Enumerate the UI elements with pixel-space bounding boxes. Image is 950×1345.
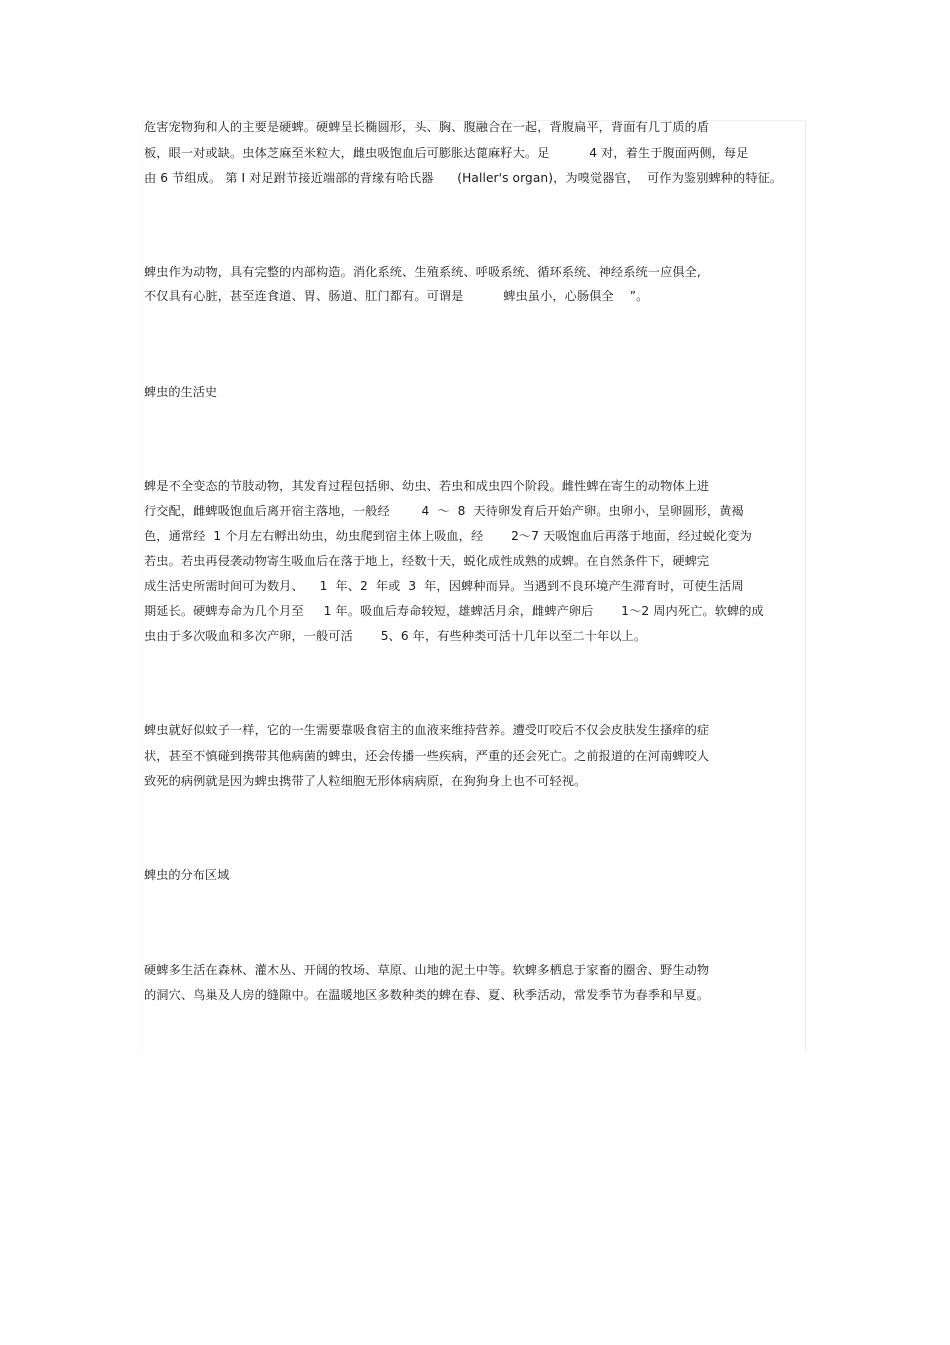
text-line: 期延长。硬蜱寿命为几个月至 1 年。吸血后寿命较短，雄蜱活月余，雌蜱产卵后 1～2 周内死亡。软蜱的成 [144, 604, 764, 618]
text-line: 色，通常经 1 个月左右孵出幼虫，幼虫爬到宿主体上吸血，经 2～7 天吸饱血后再落于地面，经过蜕化变为 [144, 529, 752, 543]
text-line: 的洞穴、鸟巢及人房的缝隙中。在温暖地区多数种类的蜱在春、夏、秋季活动，常发季节为春季和早夏。 [144, 988, 710, 1002]
text-line: 不仅具有心脏，甚至连食道、胃、肠道、肛门都有。可谓是 蜱虫虽小，心肠俱全 ”。 [144, 289, 649, 303]
text-line: 危害宠物狗和人的主要是硬蜱。硬蜱呈长椭圆形，头、胸、腹融合在一起，背腹扁平，背面有几丁质的盾 [144, 120, 710, 134]
text-line: 蜱虫作为动物，具有完整的内部构造。消化系统、生殖系统、呼吸系统、循环系统、神经系统一应俱全, [144, 265, 701, 279]
section-heading-distribution: 蜱虫的分布区域 [144, 868, 230, 882]
text-line: 虫由于多次吸血和多次产卵，一般可活 5、6 年，有些种类可活十几年以至二十年以上。 [144, 629, 647, 643]
text-line: 若虫。若虫再侵袭动物寄生吸血后在落于地上，经数十天，蜕化成性成熟的成蜱。在自然条件下，硬蜱完 [144, 554, 710, 568]
text-line: 状，甚至不慎碰到携带其他病菌的蜱虫，还会传播一些疾病，严重的还会死亡。之前报道的在河南蜱咬人 [144, 749, 710, 763]
text-line: 由 6 节组成。 第 I 对足跗节接近端部的背缘有哈氏器 (Haller's organ)，为嗅觉器官， 可作为鉴别蜱种的特征。 [144, 171, 783, 185]
text-line: 成生活史所需时间可为数月、 1 年、2 年或 3 年，因蜱种而异。当遇到不良环境产生滞育时，可使生活周 [144, 579, 744, 593]
text-line: 行交配，雌蜱吸饱血后离开宿主落地，一般经 4 ～ 8 天待卵发育后开始产卵。虫卵小，呈卵圆形，黄褐 [144, 504, 744, 518]
text-line: 致死的病例就是因为蜱虫携带了人粒细胞无形体病病原，在狗狗身上也不可轻视。 [144, 774, 587, 788]
text-line: 蜱虫就好似蚊子一样，它的一生需要靠吸食宿主的血液来维持营养。遭受叮咬后不仅会皮肤发生搔痒的症 [144, 723, 710, 737]
section-heading-life-history: 蜱虫的生活史 [144, 385, 218, 399]
text-line: 蜱是不全变态的节肢动物，其发育过程包括卵、幼虫、若虫和成虫四个阶段。雌性蜱在寄生的动物体上进 [144, 479, 710, 493]
text-line: 板，眼一对或缺。虫体芝麻至米粒大，雌虫吸饱血后可膨胀达蓖麻籽大。足 4 对，着生于腹面两侧，每足 [144, 146, 749, 160]
text-line: 硬蜱多生活在森林、灌木丛、开阔的牧场、草原、山地的泥土中等。软蜱多栖息于家畜的圈舍、野生动物 [144, 963, 710, 977]
